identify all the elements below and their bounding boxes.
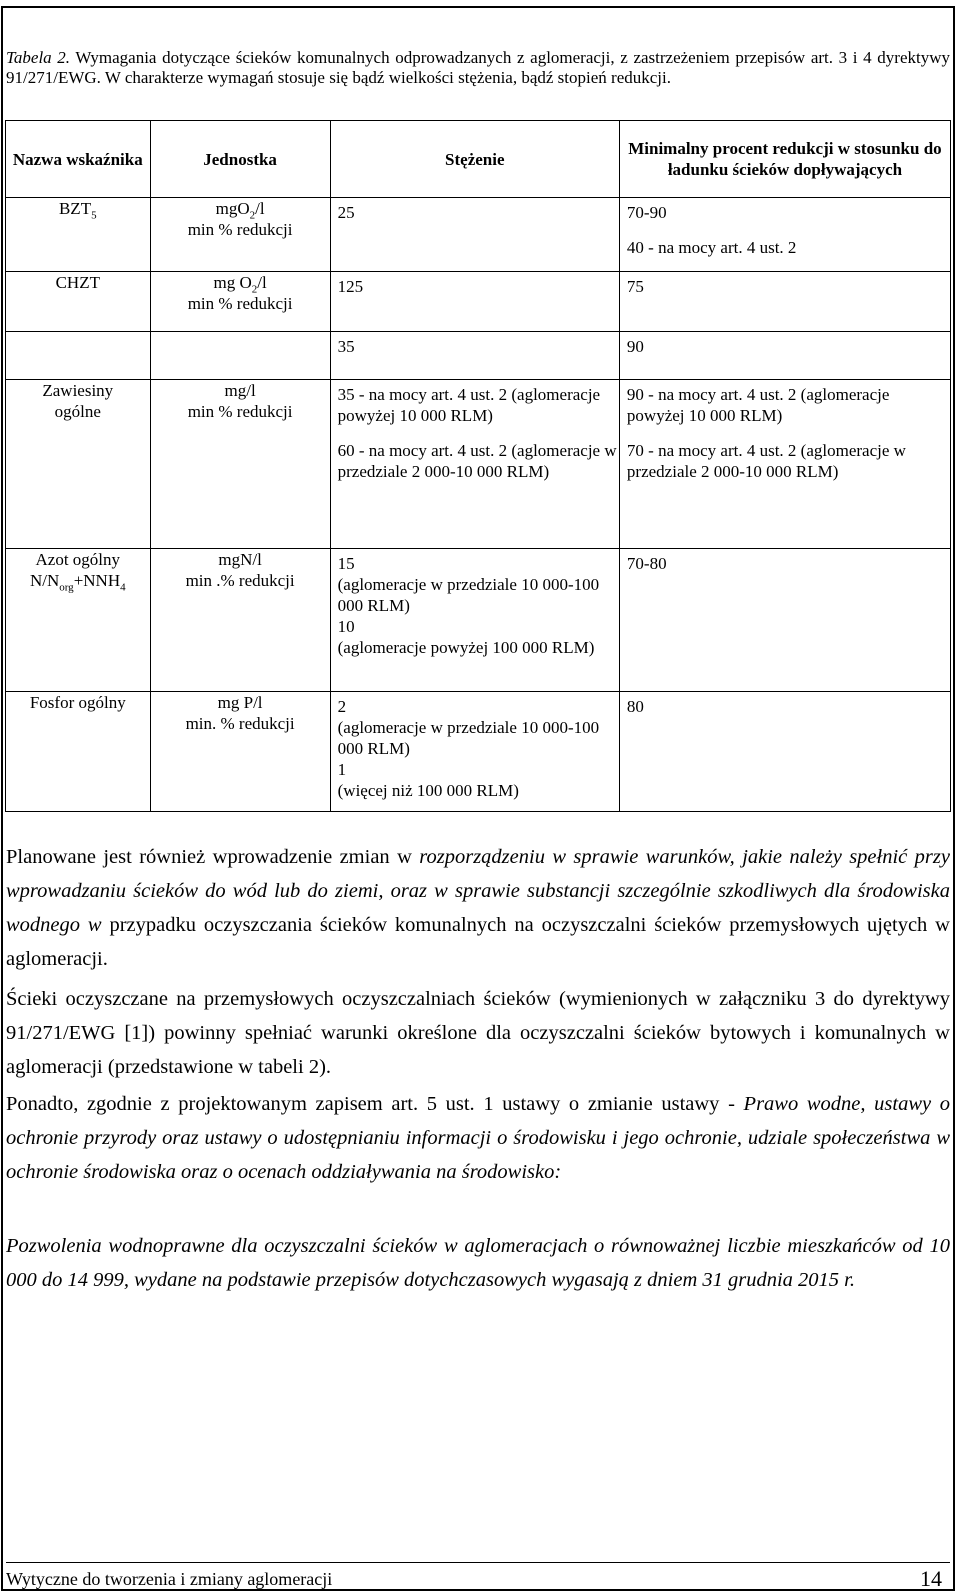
table-row-spacer <box>6 332 951 380</box>
requirements-table <box>5 120 951 812</box>
table-row-chzt <box>6 272 951 332</box>
unit-fosfor: mg P/l min. % redukcji <box>150 692 330 812</box>
spacer-unit <box>150 332 330 380</box>
unit-bzt: mgO$_2$/l min % redukcji <box>150 198 330 272</box>
footer-title: Wytyczne do tworzenia i zmiany aglomeracji <box>6 1569 333 1589</box>
table-row-azot <box>6 549 951 692</box>
concentration-azot: 15 (aglomeracje w przedziale 10 000-100 000 RLM) 10 (aglomeracje powyżej 100 000 RLM) <box>330 549 619 692</box>
table-header-row <box>6 121 951 198</box>
header-concentration: Stężenie <box>330 121 619 198</box>
paragraph-1: Planowane jest również wprowadzenie zmian w rozporządzeniu w sprawie warunków, jakie należy spełnić przy wprowadzaniu ścieków do wód lub do ziemi, oraz w sprawie substancji szczególnie szkodliwych dla środowiska wodnego w przypadku oczyszczania ścieków komunalnych na oczyszczalni ścieków przemysłowych ujętych w aglomeracji. <box>6 846 950 970</box>
table-caption <box>6 48 950 88</box>
concentration-spacer: 35 <box>330 332 619 380</box>
table-row-zawiesiny <box>6 380 951 549</box>
paragraph-4: Pozwolenia wodnoprawne dla oczyszczalni ścieków w aglomeracjach o równoważnej liczbie mieszkańców od 10 000 do 14 999, wydane na podstawie przepisów dotychczasowych wygasają z dniem 31 grudnia 2015 r. <box>6 1235 950 1291</box>
table-row-bzt <box>6 198 951 272</box>
unit-chzt: mg $O_2/l$ min % redukcji <box>150 272 330 332</box>
reduction-fosfor: 80 <box>619 692 950 812</box>
concentration-bzt: 25 <box>330 198 619 272</box>
indicator-zawiesiny: Zawiesiny ogólne <box>6 380 151 549</box>
indicator-azot: Azot ogólny $N/N_{org}+NNH_4$ <box>6 549 151 692</box>
concentration-fosfor: 2 (aglomeracje w przedziale 10 000-100 000 RLM) 1 (więcej niż 100 000 RLM) <box>330 692 619 812</box>
unit-zawiesiny: mg/l min % redukcji <box>150 380 330 549</box>
unit-azot: mgN/l min .% redukcji <box>150 549 330 692</box>
page-footer <box>6 1562 950 1593</box>
spacer-indicator <box>6 332 151 380</box>
reduction-zawiesiny: 90 - na mocy art. 4 ust. 2 (aglomeracje powyżej 10 000 RLM) 70 - na mocy art. 4 ust. 2 (aglomeracje w przedziale 2 000-10 000 RLM) <box>619 380 950 549</box>
page-number: 14 <box>920 1566 942 1591</box>
caption-text: Wymagania dotyczące ścieków komunalnych odprowadzanych z aglomeracji, z zastrzeżeniem przepisów art. 3 i 4 dyrektywy 91/271/EWG. W charakterze wymagań stosuje się bądź wielkości stężenia, bądź stopień redukcji. <box>6 48 950 87</box>
reduction-bzt: 70-90 40 - na mocy art. 4 ust. 2 <box>619 198 950 272</box>
header-unit: Jednostka <box>150 121 330 198</box>
paragraph-3: Ponadto, zgodnie z projektowanym zapisem art. 5 ust. 1 ustawy o zmianie ustawy - Prawo wodne, ustawy o ochronie przyrody oraz ustawy o udostępnianiu informacji o środowisku i jego ochronie, udziale społeczeństwa w ochronie środowiska oraz o ocenach oddziaływania na środowisko: <box>6 1093 950 1183</box>
indicator-bzt: $BZT_5$ <box>6 198 151 272</box>
paragraph-2: Ścieki oczyszczane na przemysłowych oczyszczalniach ścieków (wymienionych w załączniku 3 do dyrektywy 91/271/EWG [1]) powinny spełniać warunki określone dla oczyszczalni ścieków bytowych i komunalnych w aglomeracji (przedstawione w tabeli 2). <box>6 988 950 1078</box>
concentration-chzt: 125 <box>330 272 619 332</box>
reduction-chzt: 75 <box>619 272 950 332</box>
reduction-azot: 70-80 <box>619 549 950 692</box>
header-indicator: Nazwa wskaźnika <box>6 121 151 198</box>
table-row-fosfor <box>6 692 951 812</box>
caption-lead: Tabela 2. <box>6 48 71 67</box>
reduction-spacer: 90 <box>619 332 950 380</box>
indicator-chzt: CHZT <box>6 272 151 332</box>
indicator-fosfor: Fosfor ogólny <box>6 692 151 812</box>
concentration-zawiesiny: 35 - na mocy art. 4 ust. 2 (aglomeracje powyżej 10 000 RLM) 60 - na mocy art. 4 ust. 2 (aglomeracje w przedziale 2 000-10 000 RLM) <box>330 380 619 549</box>
header-reduction: Minimalny procent redukcji w stosunku do ładunku ścieków dopływających <box>619 121 950 198</box>
